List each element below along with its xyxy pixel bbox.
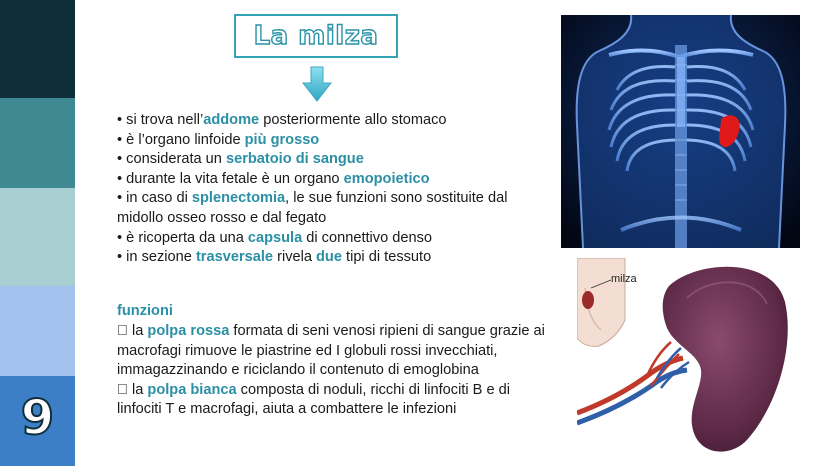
bullet-highlight: trasversale (195, 249, 274, 266)
function-item (117, 322, 547, 381)
bullet-text: rivela (273, 249, 317, 266)
bullet-text: di connettivo denso (302, 229, 433, 246)
function-text: formata di seni venosi ripieni di sangue grazie ai macrofagi rimuove le piastrine ed I globuli rossi invecchiati, immagazzinando e riciclando il contenuto di emoglobina (117, 323, 530, 379)
bullet-highlight: capsula (247, 229, 303, 246)
bullet-item (117, 131, 537, 151)
function-text: la (117, 381, 133, 398)
functions-text (117, 322, 547, 420)
bullet-item (117, 111, 537, 131)
bullet-text: posteriormente allo stomaco (259, 112, 447, 128)
bullet-text: • durante la vita fetale è un organo (117, 170, 344, 187)
bullet-highlight: emopoietico (343, 170, 430, 187)
function-text: la (117, 323, 133, 339)
spleen-anatomy-image (577, 258, 800, 455)
bullet-highlight: due (316, 249, 342, 266)
bullet-item (117, 170, 537, 190)
bullet-highlight: più grosso (244, 131, 320, 148)
functions-heading: funzioni (117, 303, 173, 319)
slide-title: La milza (253, 21, 379, 51)
bullet-text: • si trova nell’ (117, 112, 204, 128)
body-xray-image (561, 15, 800, 248)
function-highlight: polpa rossa (132, 323, 215, 339)
slide-number: 9 (20, 390, 55, 446)
bullet-list (117, 111, 537, 268)
bullet-text: • è ricoperta da una (117, 229, 248, 246)
function-text: composta di noduli, ricchi di linfociti B e di linfociti T e macrofagi, aiuta a combattere le infezioni (117, 381, 544, 418)
bullet-item (117, 189, 537, 228)
milza-label: milza (611, 273, 637, 285)
bullet-item (117, 229, 537, 249)
bullet-highlight: splenectomia (191, 190, 286, 207)
title-box (234, 14, 398, 58)
color-stripe-3 (0, 188, 75, 286)
bullet-item (117, 150, 537, 170)
bullet-text: • considerata un (117, 151, 226, 168)
color-stripe-4 (0, 286, 75, 376)
bullet-item (117, 248, 537, 268)
bullet-text: tipi di tessuto (341, 249, 432, 266)
color-stripe-2 (0, 98, 75, 188)
bullet-text: • in caso di (117, 190, 192, 207)
function-item (117, 381, 547, 420)
bullet-text: • in sezione (117, 249, 196, 266)
color-stripe-1 (0, 0, 75, 98)
bullet-text: • è l’organo linfoide (117, 131, 245, 148)
bullet-highlight: serbatoio di sangue (225, 151, 364, 168)
function-highlight: polpa bianca (132, 381, 222, 398)
bullet-text: , le sue funzioni sono sostituite dal midollo osseo rosso e dal fegato (117, 190, 508, 226)
bullet-highlight: addome (203, 112, 260, 128)
down-arrow-icon (302, 66, 332, 102)
